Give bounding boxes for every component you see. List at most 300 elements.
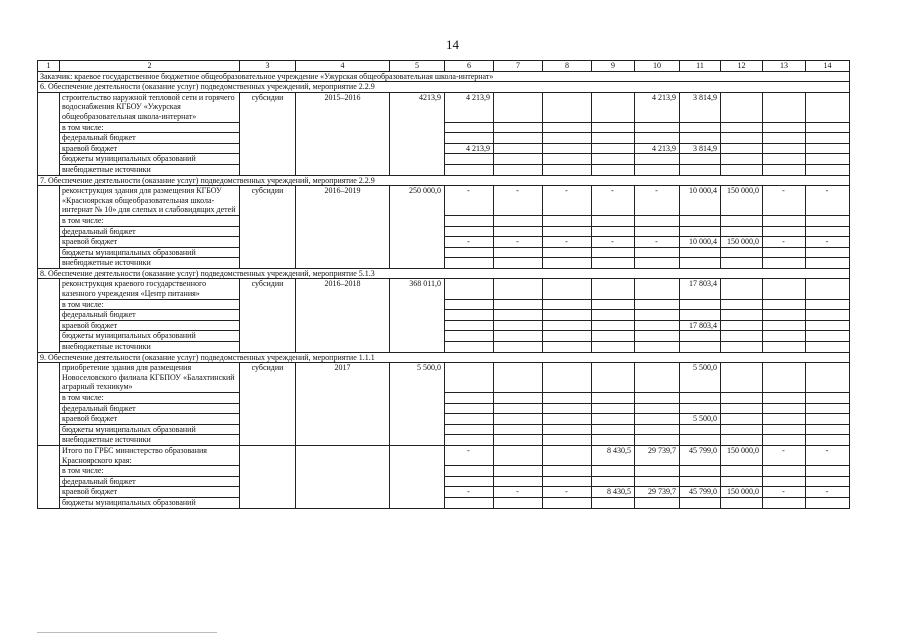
value-cell <box>635 226 680 237</box>
value-cell <box>763 393 806 404</box>
value-cell <box>592 247 635 258</box>
value-cell <box>680 424 721 435</box>
value-cell: 8 430,5 <box>592 487 635 498</box>
section-title: 8. Обеспечение деятельности (оказание услуг) подведомственных учреждений, мероприятие 5.1.3 <box>38 268 850 279</box>
value-cell <box>635 258 680 269</box>
value-cell <box>806 403 850 414</box>
value-cell <box>592 299 635 310</box>
value-cell <box>806 363 850 393</box>
value-cell: 4 213,9 <box>635 143 680 154</box>
value-cell <box>635 424 680 435</box>
value-cell <box>806 320 850 331</box>
source-name: федеральный бюджет <box>60 226 240 237</box>
value-cell <box>543 393 592 404</box>
item-name: приобретение здания для размещения Новоселовского филиала КГБПОУ «Балахтинский аграрный техникум» <box>60 363 240 393</box>
value-cell: - <box>635 186 680 216</box>
value-cell <box>543 476 592 487</box>
value-cell <box>763 331 806 342</box>
value-cell <box>721 414 763 425</box>
value-cell <box>543 445 592 465</box>
value-cell <box>592 497 635 508</box>
value-cell <box>806 299 850 310</box>
value-cell <box>806 247 850 258</box>
value-cell <box>763 424 806 435</box>
source-name: в том числе: <box>60 466 240 477</box>
value-cell <box>494 331 543 342</box>
value-cell <box>763 310 806 321</box>
value-cell <box>543 143 592 154</box>
column-number: 12 <box>721 61 763 72</box>
total-name: Итого по ГРБС министерство образования Красноярского края: <box>60 445 240 465</box>
source-name: бюджеты муниципальных образований <box>60 497 240 508</box>
source-name: федеральный бюджет <box>60 476 240 487</box>
value-cell <box>494 247 543 258</box>
value-cell <box>543 331 592 342</box>
value-cell <box>680 299 721 310</box>
value-cell: 4 213,9 <box>445 92 494 122</box>
column-number: 10 <box>635 61 680 72</box>
source-name: бюджеты муниципальных образований <box>60 154 240 165</box>
value-cell <box>721 342 763 353</box>
value-cell <box>635 247 680 258</box>
value-cell <box>806 435 850 446</box>
value-cell <box>445 164 494 175</box>
value-cell <box>494 279 543 299</box>
value-cell <box>763 133 806 144</box>
value-cell <box>635 363 680 393</box>
value-cell <box>445 310 494 321</box>
value-cell <box>680 310 721 321</box>
value-cell <box>445 320 494 331</box>
value-cell <box>763 403 806 414</box>
source-name: внебюджетные источники <box>60 258 240 269</box>
financing-form: субсидии <box>240 279 296 352</box>
value-cell <box>680 215 721 226</box>
value-cell <box>445 122 494 133</box>
source-name: в том числе: <box>60 215 240 226</box>
value-cell <box>445 247 494 258</box>
value-cell <box>721 497 763 508</box>
value-cell <box>806 215 850 226</box>
value-cell <box>592 122 635 133</box>
total-row <box>38 445 850 465</box>
value-cell <box>763 247 806 258</box>
value-cell <box>592 466 635 477</box>
value-cell <box>543 363 592 393</box>
value-cell: 29 739,7 <box>635 445 680 465</box>
value-cell <box>721 476 763 487</box>
value-cell <box>592 414 635 425</box>
value-cell <box>763 414 806 425</box>
section-title-row <box>38 352 850 363</box>
value-cell <box>721 320 763 331</box>
value-cell <box>763 476 806 487</box>
value-cell: 5 500,0 <box>680 414 721 425</box>
value-cell <box>543 414 592 425</box>
value-cell <box>543 403 592 414</box>
value-cell: - <box>494 237 543 248</box>
value-cell: - <box>445 445 494 465</box>
period: 2015–2016 <box>296 92 390 175</box>
value-cell: 3 814,9 <box>680 143 721 154</box>
value-cell <box>543 320 592 331</box>
value-cell: - <box>806 487 850 498</box>
value-cell: 150 000,0 <box>721 186 763 216</box>
value-cell: 150 000,0 <box>721 487 763 498</box>
value-cell <box>445 393 494 404</box>
item-name: реконструкция здания для размещения КГБОУ «Красноярская общеобразовательная школа-интернат № 10» для слепых и слабовидящих детей <box>60 186 240 216</box>
value-cell <box>494 342 543 353</box>
value-cell <box>806 310 850 321</box>
row-number-cell <box>38 445 60 508</box>
value-cell <box>445 226 494 237</box>
value-cell: 4 213,9 <box>635 92 680 122</box>
value-cell: - <box>763 186 806 216</box>
value-cell <box>494 310 543 321</box>
value-cell: 17 803,4 <box>680 320 721 331</box>
value-cell <box>494 476 543 487</box>
value-cell <box>721 122 763 133</box>
value-cell <box>680 331 721 342</box>
value-cell <box>635 497 680 508</box>
value-cell <box>635 466 680 477</box>
value-cell <box>592 331 635 342</box>
column-number: 2 <box>60 61 240 72</box>
value-cell <box>543 435 592 446</box>
value-cell <box>494 414 543 425</box>
source-name: внебюджетные источники <box>60 342 240 353</box>
source-name: краевой бюджет <box>60 320 240 331</box>
section-title-row <box>38 268 850 279</box>
value-cell <box>680 342 721 353</box>
value-cell <box>806 279 850 299</box>
value-cell <box>763 497 806 508</box>
value-cell <box>543 122 592 133</box>
value-cell <box>635 215 680 226</box>
value-cell <box>494 435 543 446</box>
value-cell <box>445 414 494 425</box>
value-cell <box>543 258 592 269</box>
value-cell: - <box>445 237 494 248</box>
value-cell <box>680 466 721 477</box>
value-cell <box>763 466 806 477</box>
source-name: в том числе: <box>60 393 240 404</box>
value-cell <box>721 215 763 226</box>
value-cell: - <box>635 237 680 248</box>
value-cell <box>494 466 543 477</box>
value-cell <box>763 215 806 226</box>
value-cell <box>721 331 763 342</box>
value-cell <box>494 133 543 144</box>
value-cell <box>721 247 763 258</box>
row-number-cell <box>38 279 60 352</box>
value-cell <box>680 476 721 487</box>
value-cell <box>721 279 763 299</box>
footer-divider <box>37 632 217 633</box>
value-cell <box>445 497 494 508</box>
value-cell <box>445 154 494 165</box>
value-cell <box>763 122 806 133</box>
value-cell <box>445 279 494 299</box>
value-cell <box>806 424 850 435</box>
period: 2017 <box>296 363 390 446</box>
value-cell <box>494 92 543 122</box>
value-cell <box>806 154 850 165</box>
value-cell <box>494 258 543 269</box>
value-cell <box>592 215 635 226</box>
value-cell <box>592 424 635 435</box>
value-cell <box>592 342 635 353</box>
value-cell <box>445 133 494 144</box>
value-cell <box>543 279 592 299</box>
value-cell <box>806 143 850 154</box>
value-cell <box>543 497 592 508</box>
value-cell: 8 430,5 <box>592 445 635 465</box>
value-cell: - <box>445 186 494 216</box>
page-number: 14 <box>446 37 459 52</box>
section-title-row <box>38 82 850 93</box>
value-cell: 45 799,0 <box>680 487 721 498</box>
value-cell: 150 000,0 <box>721 445 763 465</box>
value-cell <box>635 403 680 414</box>
value-cell <box>721 299 763 310</box>
value-cell <box>721 310 763 321</box>
value-cell <box>721 92 763 122</box>
financing-form <box>240 445 296 508</box>
value-cell <box>680 403 721 414</box>
value-cell <box>721 424 763 435</box>
value-cell <box>494 424 543 435</box>
value-cell <box>543 299 592 310</box>
value-cell <box>635 393 680 404</box>
value-cell <box>592 154 635 165</box>
source-name: краевой бюджет <box>60 237 240 248</box>
value-cell <box>494 164 543 175</box>
value-cell <box>445 258 494 269</box>
value-cell <box>763 299 806 310</box>
value-cell <box>721 258 763 269</box>
value-cell <box>445 363 494 393</box>
value-cell <box>592 393 635 404</box>
source-name: бюджеты муниципальных образований <box>60 331 240 342</box>
value-cell <box>806 342 850 353</box>
source-name: бюджеты муниципальных образований <box>60 247 240 258</box>
value-cell <box>806 466 850 477</box>
value-cell: - <box>763 487 806 498</box>
value-cell <box>721 154 763 165</box>
value-cell <box>763 258 806 269</box>
total-cost: 368 011,0 <box>390 279 445 352</box>
column-number: 13 <box>763 61 806 72</box>
value-cell <box>494 299 543 310</box>
section-title: 6. Обеспечение деятельности (оказание услуг) подведомственных учреждений, мероприятие 2.2.9 <box>38 82 850 93</box>
value-cell <box>592 310 635 321</box>
value-cell <box>445 331 494 342</box>
value-cell <box>680 497 721 508</box>
period: 2016–2018 <box>296 279 390 352</box>
value-cell: 5 500,0 <box>680 363 721 393</box>
value-cell <box>806 476 850 487</box>
value-cell <box>635 164 680 175</box>
value-cell: - <box>592 237 635 248</box>
value-cell <box>445 476 494 487</box>
value-cell <box>721 466 763 477</box>
total-cost: 4213,9 <box>390 92 445 175</box>
value-cell <box>592 133 635 144</box>
source-name: в том числе: <box>60 299 240 310</box>
value-cell <box>721 403 763 414</box>
column-number: 7 <box>494 61 543 72</box>
item-row <box>38 186 850 216</box>
section-title: 9. Обеспечение деятельности (оказание услуг) подведомственных учреждений, мероприятие 1.1.1 <box>38 352 850 363</box>
value-cell <box>635 279 680 299</box>
source-name: федеральный бюджет <box>60 403 240 414</box>
value-cell <box>680 122 721 133</box>
source-name: краевой бюджет <box>60 487 240 498</box>
value-cell <box>806 133 850 144</box>
value-cell <box>721 363 763 393</box>
value-cell: 3 814,9 <box>680 92 721 122</box>
value-cell <box>592 320 635 331</box>
value-cell <box>763 320 806 331</box>
value-cell <box>763 363 806 393</box>
value-cell <box>806 414 850 425</box>
value-cell <box>721 143 763 154</box>
value-cell <box>806 92 850 122</box>
value-cell <box>806 331 850 342</box>
value-cell <box>680 133 721 144</box>
value-cell <box>592 226 635 237</box>
customer-row <box>38 71 850 82</box>
value-cell <box>592 258 635 269</box>
period: 2016–2019 <box>296 186 390 269</box>
value-cell: 29 739,7 <box>635 487 680 498</box>
section-title-row <box>38 175 850 186</box>
value-cell <box>680 258 721 269</box>
value-cell <box>543 154 592 165</box>
value-cell <box>763 279 806 299</box>
value-cell: - <box>543 186 592 216</box>
value-cell <box>635 122 680 133</box>
column-number: 4 <box>296 61 390 72</box>
value-cell: 45 799,0 <box>680 445 721 465</box>
column-number: 1 <box>38 61 60 72</box>
value-cell <box>721 133 763 144</box>
value-cell: - <box>543 487 592 498</box>
value-cell <box>763 164 806 175</box>
value-cell <box>592 92 635 122</box>
column-number-row <box>38 61 850 72</box>
value-cell <box>592 476 635 487</box>
customer-text: Заказчик: краевое государственное бюджетное общеобразовательное учреждение «Ужурская общеобразовательная школа-интернат» <box>38 71 850 82</box>
column-number: 6 <box>445 61 494 72</box>
value-cell <box>494 403 543 414</box>
source-name: внебюджетные источники <box>60 435 240 446</box>
value-cell <box>763 92 806 122</box>
value-cell <box>543 342 592 353</box>
column-number: 9 <box>592 61 635 72</box>
source-name: федеральный бюджет <box>60 310 240 321</box>
value-cell <box>721 435 763 446</box>
column-number: 5 <box>390 61 445 72</box>
value-cell <box>543 247 592 258</box>
value-cell: 150 000,0 <box>721 237 763 248</box>
row-number-cell <box>38 363 60 446</box>
value-cell <box>635 414 680 425</box>
source-name: краевой бюджет <box>60 143 240 154</box>
value-cell <box>763 342 806 353</box>
value-cell <box>494 143 543 154</box>
value-cell <box>445 342 494 353</box>
value-cell: 10 000,4 <box>680 186 721 216</box>
value-cell <box>806 226 850 237</box>
value-cell <box>543 466 592 477</box>
value-cell <box>494 226 543 237</box>
table-body <box>38 61 850 509</box>
value-cell <box>445 215 494 226</box>
source-name: бюджеты муниципальных образований <box>60 424 240 435</box>
value-cell <box>721 164 763 175</box>
value-cell: 4 213,9 <box>445 143 494 154</box>
value-cell <box>721 226 763 237</box>
value-cell <box>592 435 635 446</box>
value-cell: - <box>494 487 543 498</box>
value-cell <box>445 466 494 477</box>
value-cell <box>635 435 680 446</box>
value-cell: - <box>806 186 850 216</box>
period <box>296 445 390 508</box>
value-cell <box>806 122 850 133</box>
value-cell <box>494 497 543 508</box>
value-cell <box>543 92 592 122</box>
value-cell <box>592 164 635 175</box>
value-cell <box>635 310 680 321</box>
source-name: внебюджетные источники <box>60 164 240 175</box>
column-number: 3 <box>240 61 296 72</box>
value-cell <box>763 435 806 446</box>
value-cell <box>635 154 680 165</box>
value-cell <box>635 476 680 487</box>
value-cell <box>494 320 543 331</box>
value-cell <box>680 393 721 404</box>
value-cell <box>680 154 721 165</box>
value-cell <box>592 363 635 393</box>
total-cost: 250 000,0 <box>390 186 445 269</box>
value-cell <box>494 154 543 165</box>
total-cost: 5 500,0 <box>390 363 445 446</box>
item-name: реконструкция краевого государственного казенного учреждения «Центр питания» <box>60 279 240 299</box>
value-cell: - <box>763 237 806 248</box>
value-cell <box>494 393 543 404</box>
value-cell <box>592 279 635 299</box>
value-cell <box>445 299 494 310</box>
column-number: 14 <box>806 61 850 72</box>
value-cell: 10 000,4 <box>680 237 721 248</box>
value-cell <box>635 331 680 342</box>
value-cell <box>635 342 680 353</box>
column-number: 8 <box>543 61 592 72</box>
value-cell <box>543 310 592 321</box>
value-cell <box>445 403 494 414</box>
value-cell <box>763 154 806 165</box>
value-cell: - <box>494 186 543 216</box>
value-cell: 17 803,4 <box>680 279 721 299</box>
item-row <box>38 92 850 122</box>
value-cell <box>680 247 721 258</box>
value-cell: - <box>592 186 635 216</box>
value-cell <box>543 215 592 226</box>
value-cell <box>543 424 592 435</box>
